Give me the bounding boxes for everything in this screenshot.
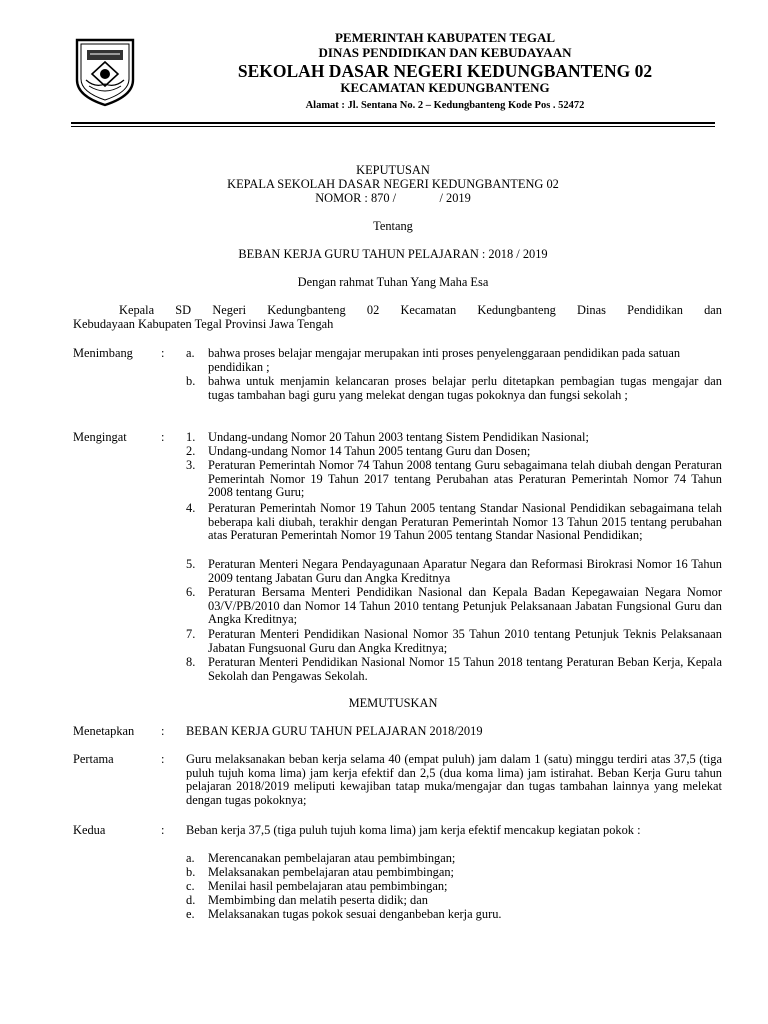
menetapkan-text: BEBAN KERJA GURU TAHUN PELAJARAN 2018/2019	[186, 724, 483, 738]
pertama-text: Guru melaksanakan beban kerja selama 40 (empat puluh) jam dalam 1 (satu) minggu terdiri atas 37,5 (tiga puluh tujuh koma lima) jam kerja efektif dan 2,5 (dua koma lima) jam istirahat. Beban Kerja Guru tahun pelajaran 2018/2019 meliputi kewajiban tatap muka/mengajar dan tugas tambahan lainnya yang melekat dengan tugas pokoknya;	[186, 752, 722, 807]
mengingat-item-4: Peraturan Pemerintah Nomor 19 Tahun 2005 tentang Standar Nasional Pendidikan sebagaimana telah beberapa kali diubah, terakhir dengan Peraturan Pemerintah Nomor 13 Tahun 2015 tentang perubahan atas Peraturan Pemerintah Nomor 19 Tahun 2005 tentang Standar Nasional Pendidikan;	[208, 501, 722, 543]
decree-issuer: KEPALA SEKOLAH DASAR NEGERI KEDUNGBANTENG 02	[227, 177, 559, 191]
letterhead-thick-divider	[71, 122, 715, 124]
decree-title: KEPUTUSAN	[356, 163, 430, 177]
letterhead-government: PEMERINTAH KABUPATEN TEGAL	[334, 30, 556, 45]
letterhead-district: KECAMATAN KEDUNGBANTENG	[340, 80, 550, 95]
kedua-item-a: Merencanakan pembelajaran atau pembimbingan;	[208, 851, 456, 865]
letterhead-thin-divider	[71, 126, 715, 127]
menimbang-label: Menimbang	[73, 346, 133, 360]
decree-number: NOMOR : 870 / / 2019	[315, 191, 471, 205]
mengingat-marker-1: 1.	[186, 430, 196, 444]
mengingat-marker-4: 4.	[186, 501, 196, 515]
mengingat-marker-3: 3.	[186, 458, 196, 472]
decree-rahmat: Dengan rahmat Tuhan Yang Maha Esa	[297, 275, 489, 289]
kedua-item-d: Membimbing dan melatih peserta didik; dan	[208, 893, 428, 907]
menimbang-item-b: bahwa untuk menjamin kelancaran proses belajar perlu ditetapkan pembagian tugas mengajar dan tugas tambahan bagi guru yang melekat dengan tugas pokoknya dan fungsi sekolah ;	[208, 374, 722, 402]
mengingat-marker-5: 5.	[186, 557, 196, 571]
menimbang-colon: :	[161, 346, 165, 360]
mengingat-item-2: Undang-undang Nomor 14 Tahun 2005 tentang Guru dan Dosen;	[208, 444, 531, 458]
letterhead-department: DINAS PENDIDIKAN DAN KEBUDAYAAN	[318, 45, 572, 60]
kedua-marker-a: a.	[186, 851, 195, 865]
mengingat-item-1: Undang-undang Nomor 20 Tahun 2003 tentang Sistem Pendidikan Nasional;	[208, 430, 589, 444]
kedua-item-e: Melaksanakan tugas pokok sesuai denganbeban kerja guru.	[208, 907, 502, 921]
pertama-label: Pertama	[73, 752, 114, 766]
menetapkan-label: Menetapkan	[73, 724, 135, 738]
kedua-item-b: Melaksanakan pembelajaran atau pembimbingan;	[208, 865, 454, 879]
mengingat-item-3: Peraturan Pemerintah Nomor 74 Tahun 2008 tentang Guru sebagaimana telah diubah dengan Peraturan Pemerintah Nomor 19 Tahun 2017 tentang Perubahan atas Peraturan Pemerintah Nomor 74 Tahun 2008 tentang Guru;	[208, 458, 722, 500]
kabupaten-tegal-emblem-icon	[73, 36, 137, 108]
memutuskan-heading: MEMUTUSKAN	[348, 696, 438, 710]
kedua-text: Beban kerja 37,5 (tiga puluh tujuh koma lima) jam kerja efektif mencakup kegiatan pokok :	[186, 823, 641, 837]
letterhead-school-name: SEKOLAH DASAR NEGERI KEDUNGBANTENG 02	[237, 61, 653, 81]
kedua-item-c: Menilai hasil pembelajaran atau pembimbingan;	[208, 879, 448, 893]
menimbang-item-a: bahwa proses belajar mengajar merupakan inti proses penyelenggaraan pendidikan pada satuan pendidikan ;	[208, 346, 681, 374]
mengingat-marker-2: 2.	[186, 444, 196, 458]
mengingat-label: Mengingat	[73, 430, 127, 444]
mengingat-item-6: Peraturan Bersama Menteri Pendidikan Nasional dan Kepala Badan Kepegawaian Negara Nomor 03/V/PB/2010 dan Nomor 14 Tahun 2010 tentang Petunjuk Pelaksanaan Jabatan Fungsional Guru dan Angka Kreditnya;	[208, 585, 722, 627]
menimbang-marker-b: b.	[186, 374, 196, 388]
menetapkan-colon: :	[161, 724, 165, 738]
kedua-marker-e: e.	[186, 907, 195, 921]
mengingat-colon: :	[161, 430, 165, 444]
mengingat-marker-8: 8.	[186, 655, 196, 669]
mengingat-marker-7: 7.	[186, 627, 196, 641]
intro-line-1: Kepala SD Negeri Kedungbanteng 02 Kecamatan Kedungbanteng Dinas Pendidikan dan	[119, 303, 722, 317]
pertama-colon: :	[161, 752, 165, 766]
decree-tentang: Tentang	[373, 219, 413, 233]
intro-line-2: Kebudayaan Kabupaten Tegal Provinsi Jawa Tengah	[73, 316, 334, 331]
decree-subject: BEBAN KERJA GURU TAHUN PELAJARAN : 2018 / 2019	[238, 247, 548, 261]
kedua-label: Kedua	[73, 823, 106, 837]
mengingat-item-8: Peraturan Menteri Pendidikan Nasional Nomor 15 Tahun 2018 tentang Peraturan Beban Kerja, Kepala Sekolah dan Pengawas Sekolah.	[208, 655, 722, 683]
mengingat-marker-6: 6.	[186, 585, 196, 599]
mengingat-item-5: Peraturan Menteri Negara Pendayagunaan Aparatur Negara dan Reformasi Birokrasi Nomor 16 Tahun 2009 tentang Jabatan Guru dan Angka Kreditnya	[208, 557, 722, 585]
letterhead-address: Alamat : Jl. Sentana No. 2 – Kedungbanteng Kode Pos . 52472	[305, 100, 585, 111]
kedua-marker-d: d.	[186, 893, 196, 907]
intro-paragraph	[73, 304, 722, 331]
kedua-marker-b: b.	[186, 865, 196, 879]
mengingat-item-7: Peraturan Menteri Pendidikan Nasional Nomor 35 Tahun 2010 tentang Petunjuk Teknis Pelaksanaan Jabatan Fungsuonal Guru dan Angka Kreditnya;	[208, 627, 722, 655]
kedua-marker-c: c.	[186, 879, 195, 893]
kedua-colon: :	[161, 823, 165, 837]
menimbang-marker-a: a.	[186, 346, 195, 360]
